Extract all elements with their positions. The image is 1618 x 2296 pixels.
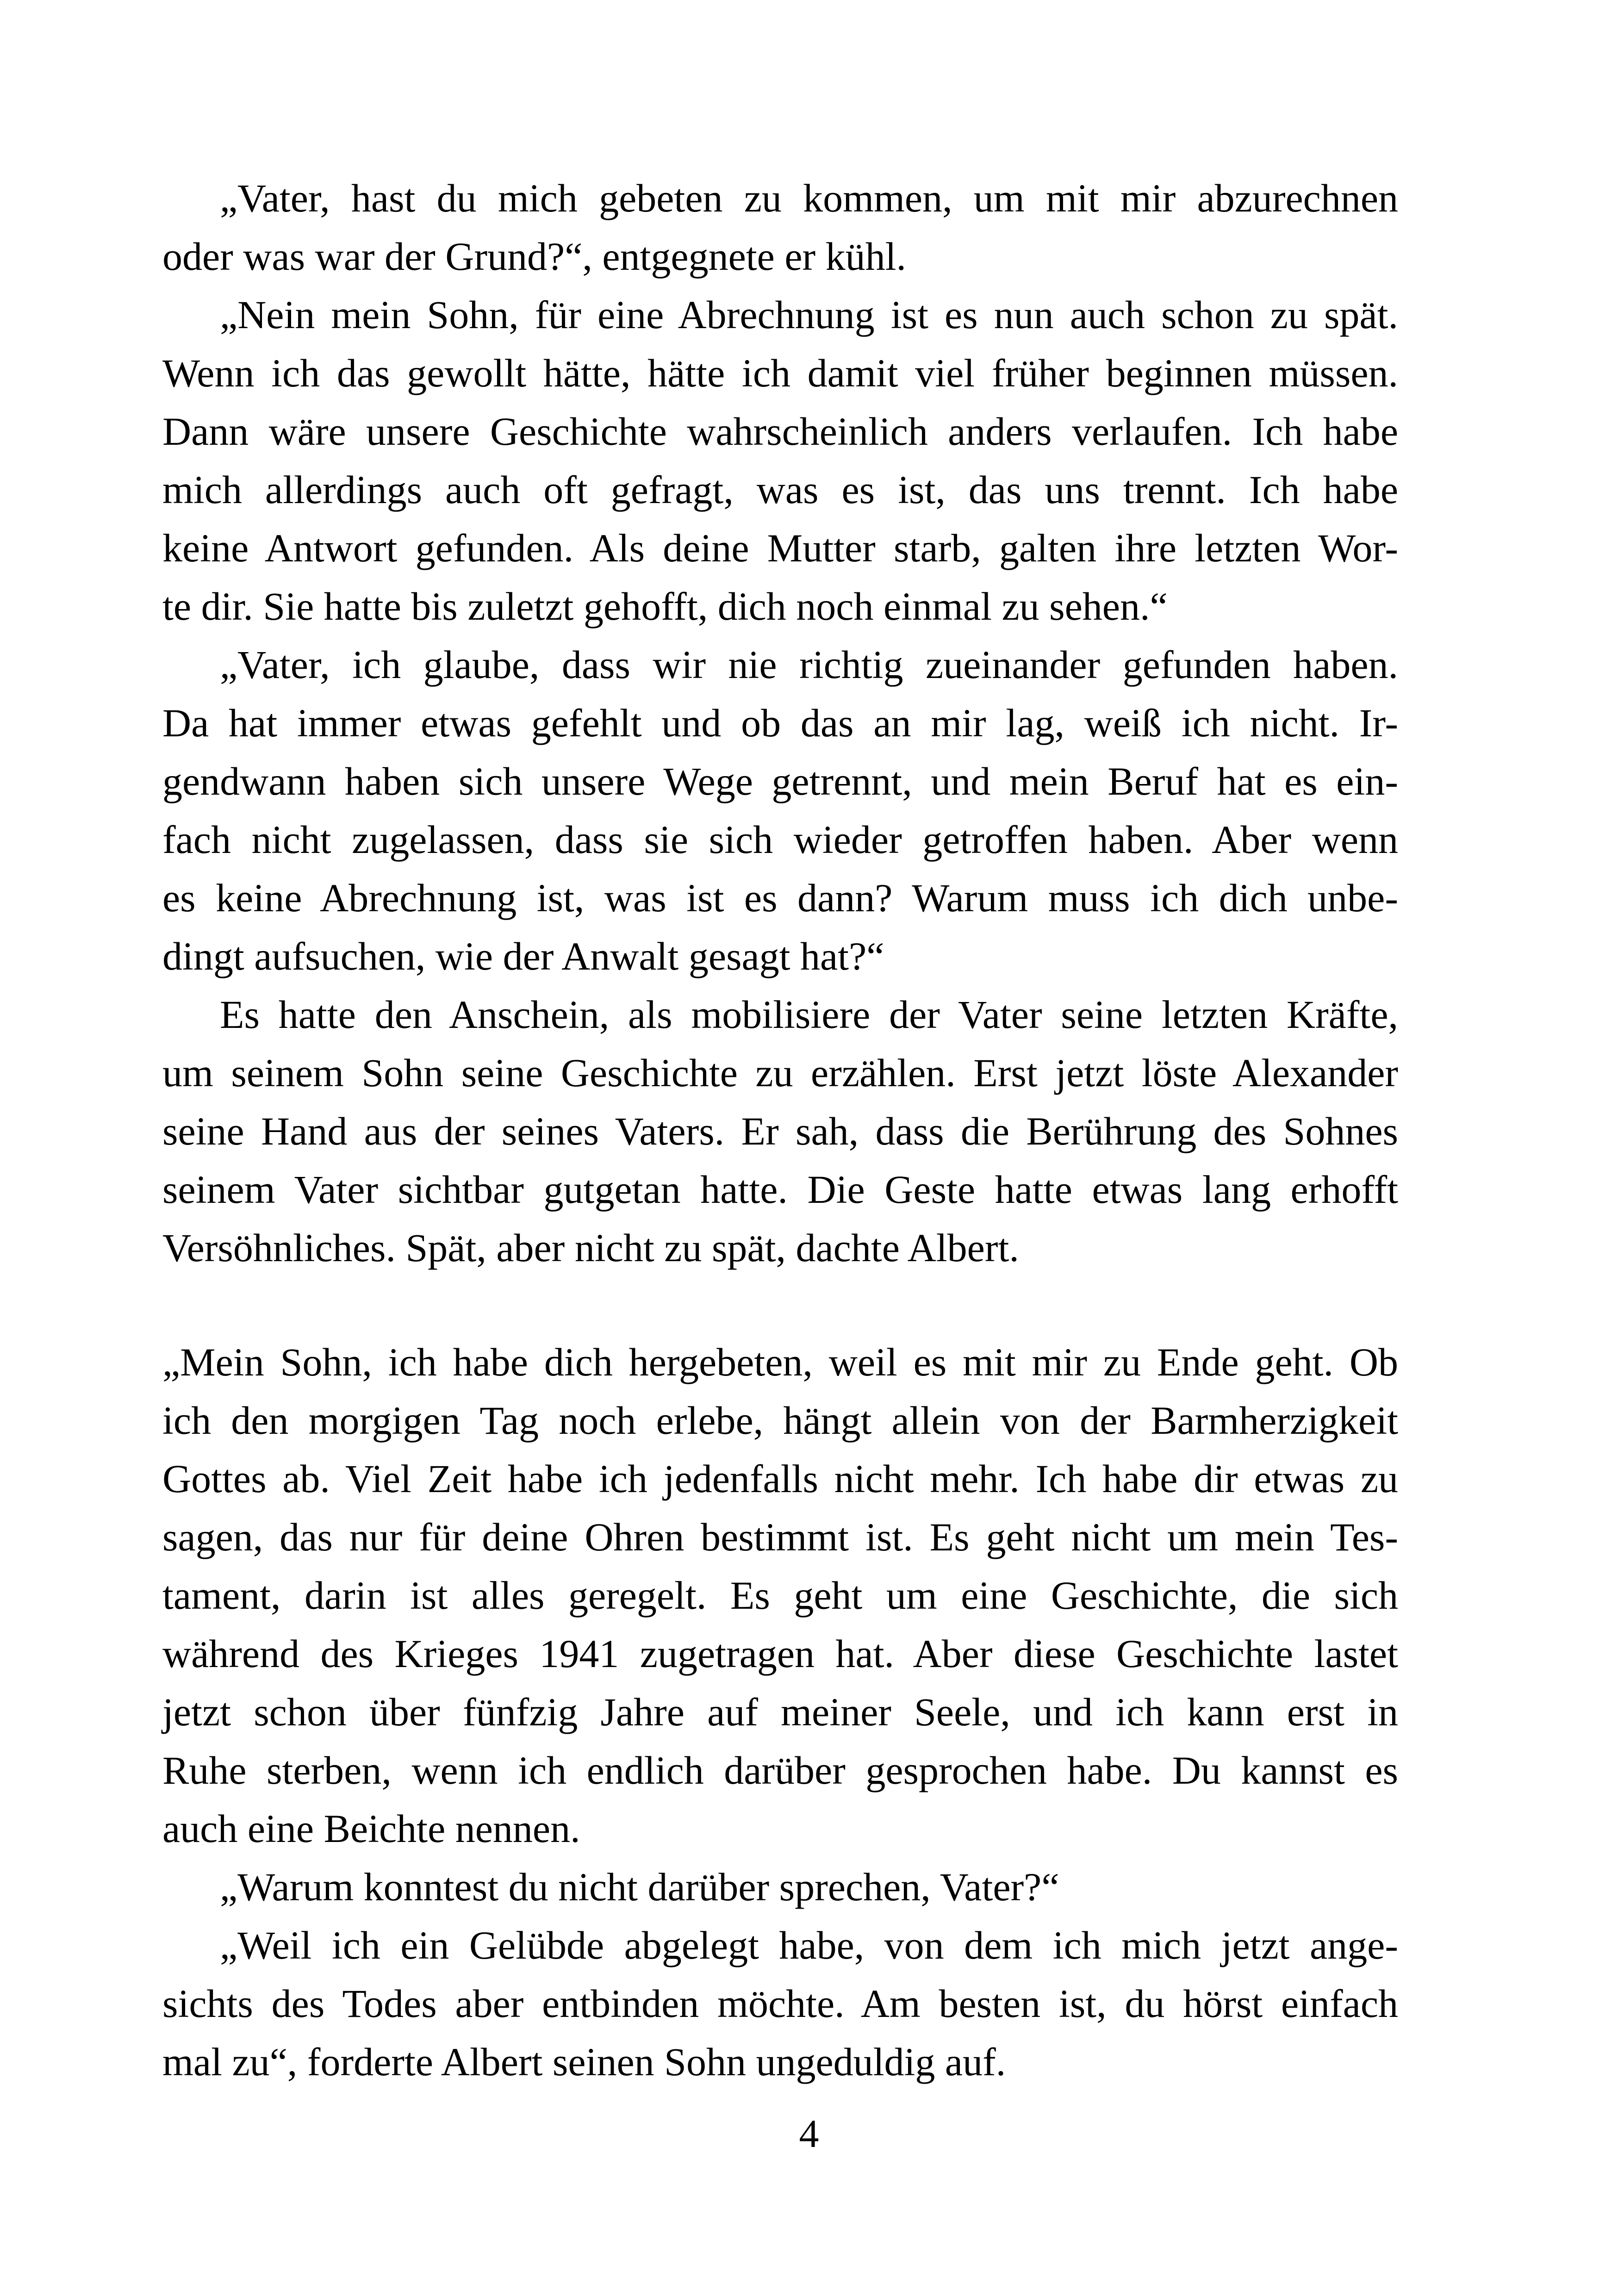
paragraph-5-line-7: jetzt schon über fünfzig Jahre auf meiner Seele, und ich kann erst in xyxy=(162,1690,1398,1734)
paragraph-4-line-3: seine Hand aus der seines Vaters. Er sah, dass die Berührung des Sohnes xyxy=(162,1109,1398,1153)
paragraph-2-line-6: te dir. Sie hatte bis zuletzt gehofft, dich noch einmal zu sehen.“ xyxy=(162,584,1168,628)
paragraph-5-line-3: Gottes ab. Viel Zeit habe ich jedenfalls nicht mehr. Ich habe dir etwas zu xyxy=(162,1456,1398,1501)
paragraph-2-line-5: keine Antwort gefunden. Als deine Mutter starb, galten ihre letzten Wor- xyxy=(162,526,1398,570)
paragraph-2-line-1: „Nein mein Sohn, für eine Abrechnung ist es nun auch schon zu spät. xyxy=(220,292,1398,337)
paragraph-2-line-4: mich allerdings auch oft gefragt, was es ist, das uns trennt. Ich habe xyxy=(162,467,1398,512)
paragraph-6-line-1: „Warum konntest du nicht darüber sprechen, Vater?“ xyxy=(220,1865,1059,1909)
paragraph-3-line-3: gendwann haben sich unsere Wege getrennt, und mein Beruf hat es ein- xyxy=(162,759,1398,803)
paragraph-1-line-2: oder was war der Grund?“, entgegnete er kühl. xyxy=(162,234,907,279)
paragraph-5-line-5: tament, darin ist alles geregelt. Es geht um eine Geschichte, die sich xyxy=(162,1573,1398,1618)
paragraph-5-line-2: ich den morgigen Tag noch erlebe, hängt allein von der Barmherzigkeit xyxy=(162,1398,1398,1443)
paragraph-5-line-4: sagen, das nur für deine Ohren bestimmt ist. Es geht nicht um mein Tes- xyxy=(162,1515,1398,1559)
paragraph-5-line-1: „Mein Sohn, ich habe dich hergebeten, weil es mit mir zu Ende geht. Ob xyxy=(162,1340,1398,1384)
paragraph-2-line-2: Wenn ich das gewollt hätte, hätte ich damit viel früher beginnen müssen. xyxy=(162,351,1398,395)
paragraph-5-line-9: auch eine Beichte nennen. xyxy=(162,1806,580,1851)
paragraph-5-line-8: Ruhe sterben, wenn ich endlich darüber gesprochen habe. Du kannst es xyxy=(162,1748,1398,1792)
paragraph-4-line-2: um seinem Sohn seine Geschichte zu erzählen. Erst jetzt löste Alexander xyxy=(162,1051,1398,1095)
section-2-text xyxy=(162,1333,1398,2091)
paragraph-4-line-1: Es hatte den Anschein, als mobilisiere der Vater seine letzten Kräfte, xyxy=(220,992,1398,1037)
paragraph-3-line-6: dingt aufsuchen, wie der Anwalt gesagt hat?“ xyxy=(162,934,884,978)
page-number: 4 xyxy=(799,2111,819,2156)
paragraph-7-line-3: mal zu“, forderte Albert seinen Sohn ungeduldig auf. xyxy=(162,2040,1006,2084)
paragraph-3-line-4: fach nicht zugelassen, dass sie sich wieder getroffen haben. Aber wenn xyxy=(162,817,1398,862)
paragraph-5-line-6: während des Krieges 1941 zugetragen hat. Aber diese Geschichte lastet xyxy=(162,1631,1398,1676)
paragraph-1-line-1: „Vater, hast du mich gebeten zu kommen, um mit mir abzurechnen xyxy=(220,176,1398,220)
paragraph-7-line-2: sichts des Todes aber entbinden möchte. Am besten ist, du hörst einfach xyxy=(162,1981,1398,2026)
section-1-text xyxy=(162,169,1398,1277)
paragraph-3-line-5: es keine Abrechnung ist, was ist es dann? Warum muss ich dich unbe- xyxy=(162,876,1398,920)
paragraph-4-line-5: Versöhnliches. Spät, aber nicht zu spät, dachte Albert. xyxy=(162,1226,1019,1270)
paragraph-3-line-1: „Vater, ich glaube, dass wir nie richtig zueinander gefunden haben. xyxy=(220,642,1398,687)
paragraph-7-line-1: „Weil ich ein Gelübde abgelegt habe, von dem ich mich jetzt ange- xyxy=(220,1923,1398,1967)
paragraph-2-line-3: Dann wäre unsere Geschichte wahrscheinlich anders verlaufen. Ich habe xyxy=(162,409,1398,454)
paragraph-4-line-4: seinem Vater sichtbar gutgetan hatte. Die Geste hatte etwas lang erhofft xyxy=(162,1167,1398,1212)
paragraph-3-line-2: Da hat immer etwas gefehlt und ob das an mir lag, weiß ich nicht. Ir- xyxy=(162,701,1398,745)
